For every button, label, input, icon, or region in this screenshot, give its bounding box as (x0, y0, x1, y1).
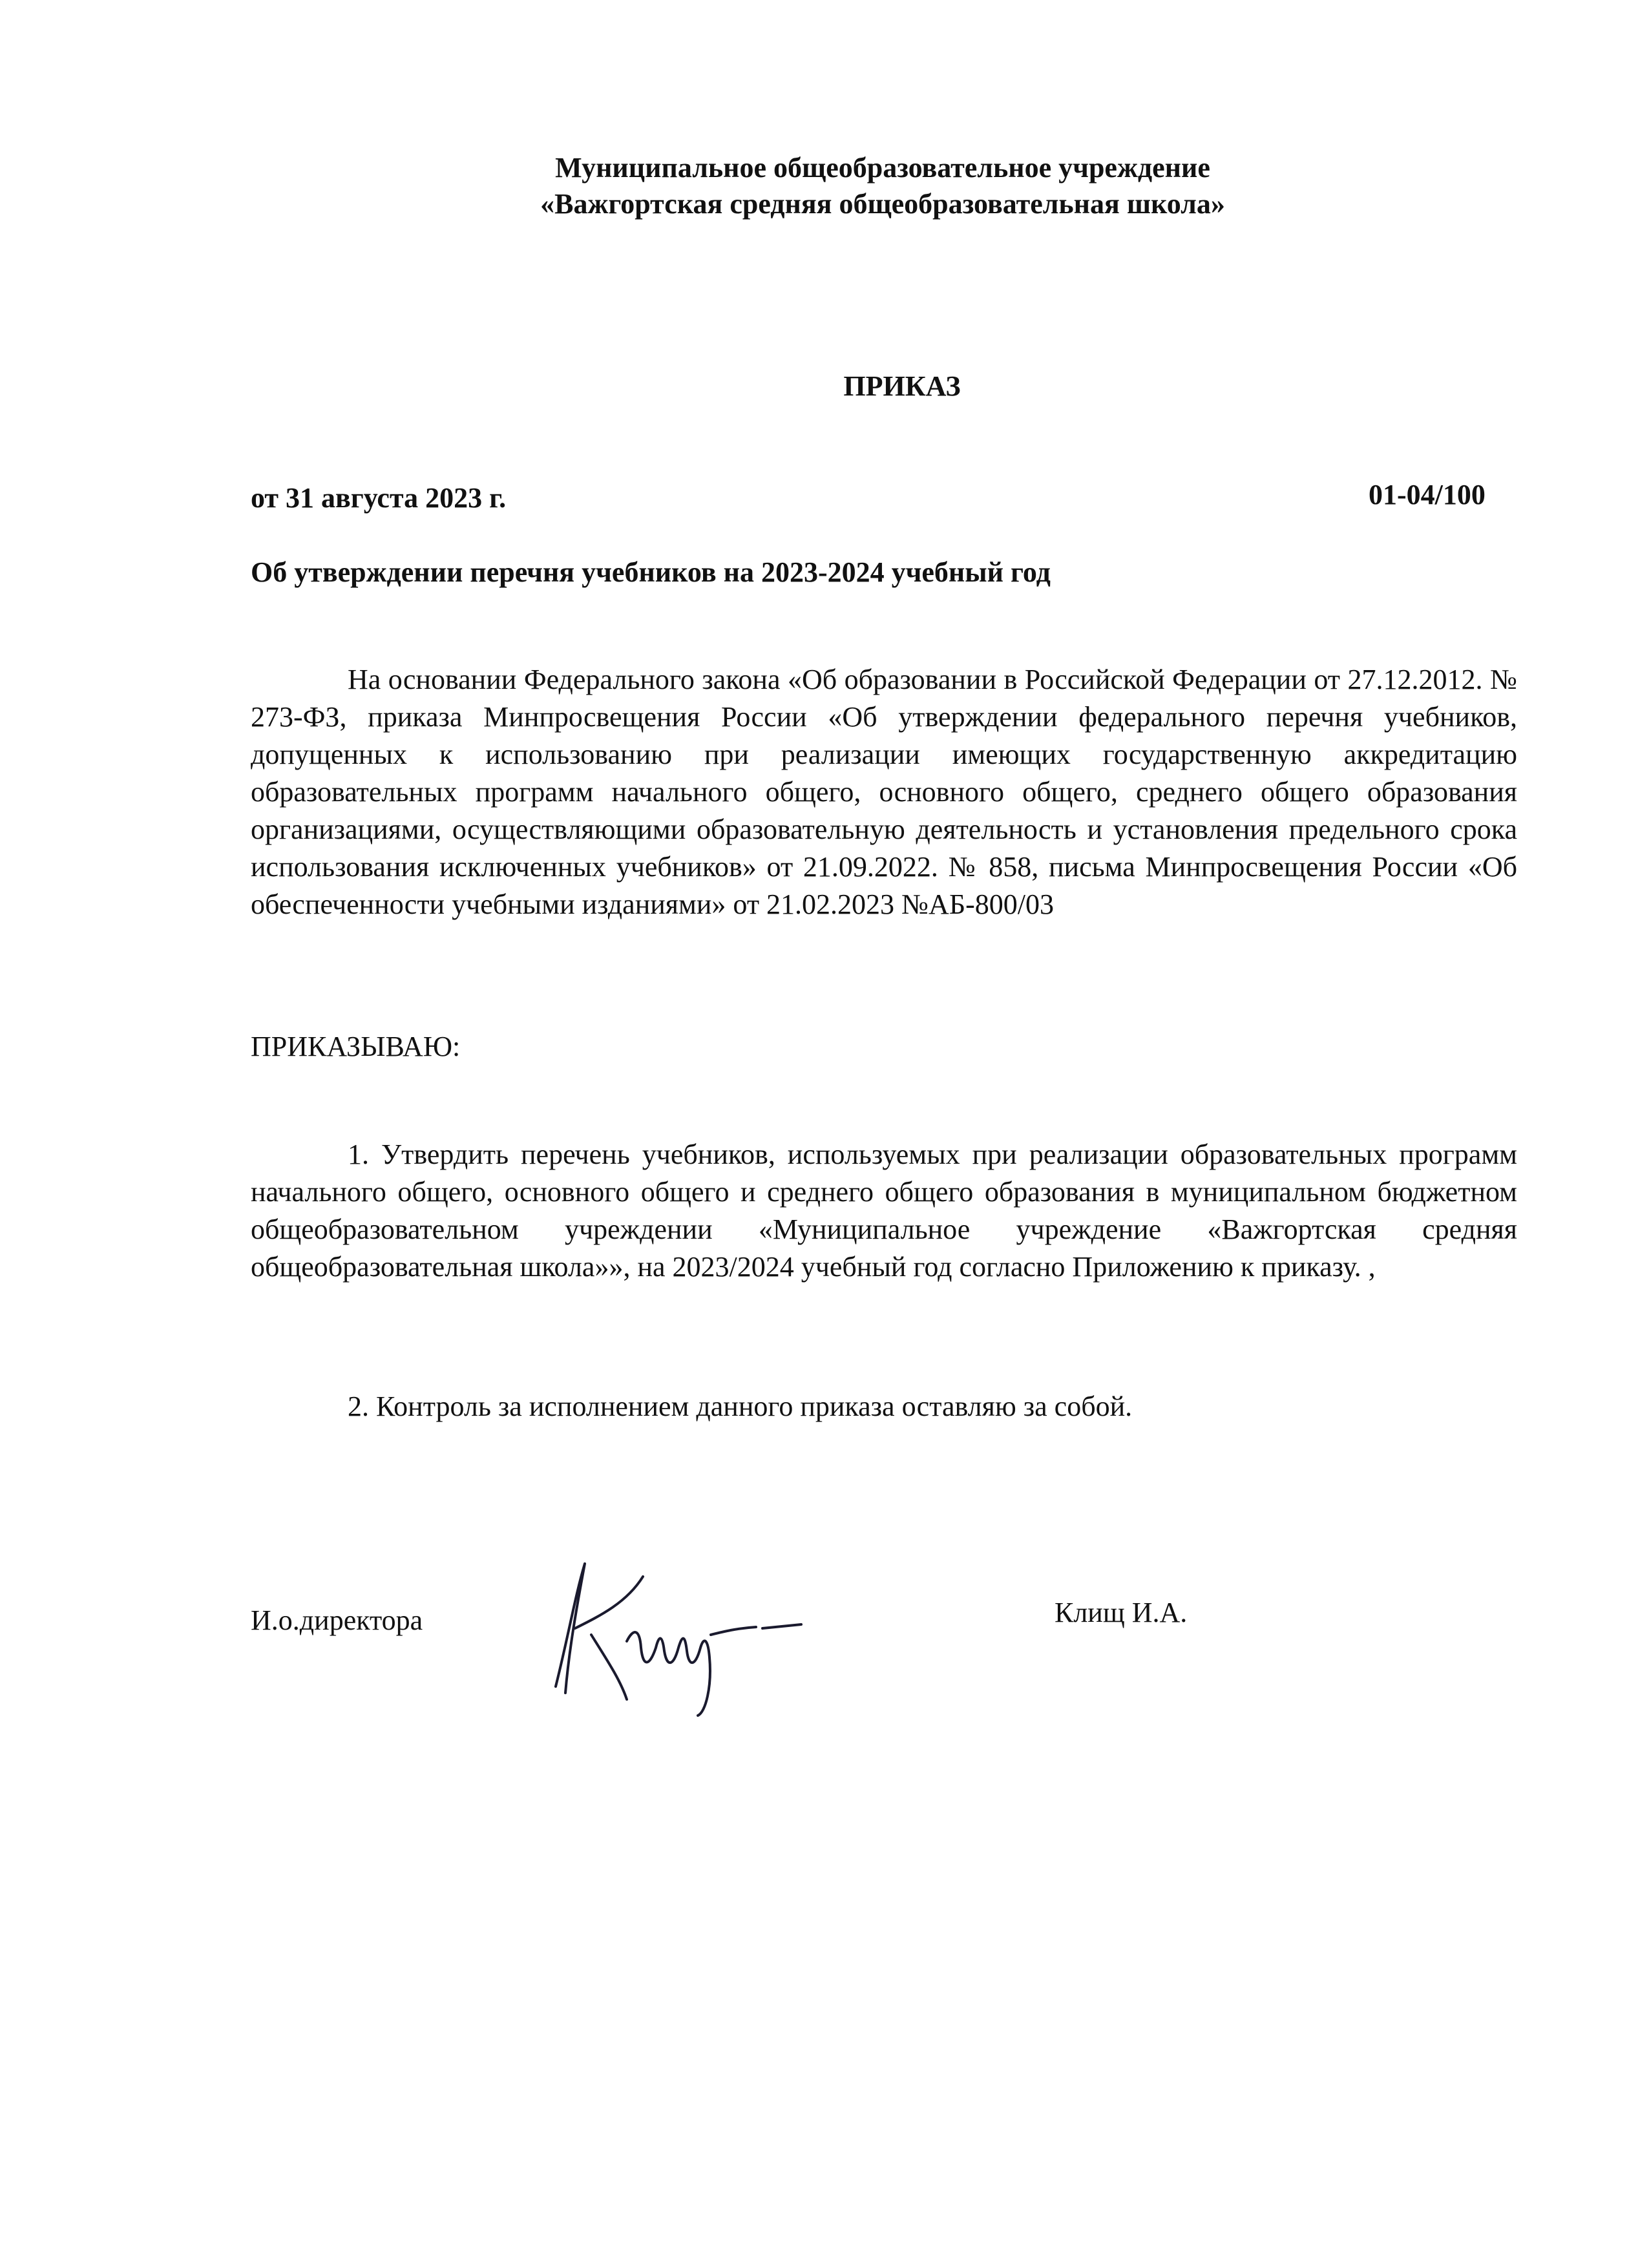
document-subject: Об утверждении перечня учебников на 2023-2024 учебный год (251, 556, 1051, 588)
organization-name-line1: Муниципальное общеобразовательное учреждение (555, 152, 1210, 184)
document-date: от 31 августа 2023 г. (251, 482, 507, 514)
order-item-1: 1. Утвердить перечень учебников, используемых при реализации образовательных программ начального общего, основного общего и среднего общего образования в муниципальном бюджетном общеобразовательном учреждении «Муниципальное учреждение «Важгортская средняя общеобразовательная школа»», на 2023/2024 учебный год согласно Приложению к приказу. , (251, 1139, 1517, 1283)
preamble-paragraph: На основании Федерального закона «Об образовании в Российской Федерации от 27.12.2012. № 273-ФЗ, приказа Минпросвещения России «Об утверждении федерального перечня учебников, допущенных к использованию при реализации имеющих государственную аккредитацию образовательных программ начального общего, основного общего, среднего общего образования организациями, осуществляющими образовательную деятельность и установления предельного срока использования исключенных учебников» от 21.09.2022. № 858, письма Минпросвещения России «Об обеспеченности учебными изданиями» от 21.02.2023 №АБ-800/03 (251, 664, 1517, 920)
signatory-role: И.о.директора (251, 1604, 423, 1636)
organization-header (0, 150, 1649, 222)
organization-name-line2: «Важгортская средняя общеобразовательная школа» (540, 188, 1225, 220)
handwritten-signature (530, 1538, 814, 1719)
signatory-name: Клищ И.А. (1055, 1597, 1188, 1628)
document-number: 01-04/100 (1369, 479, 1486, 510)
order-item-2: 2. Контроль за исполнением данного приказа оставляю за собой. (348, 1391, 1133, 1422)
order-heading: ПРИКАЗЫВАЮ: (251, 1031, 461, 1062)
document-title: ПРИКАЗ (843, 370, 961, 402)
